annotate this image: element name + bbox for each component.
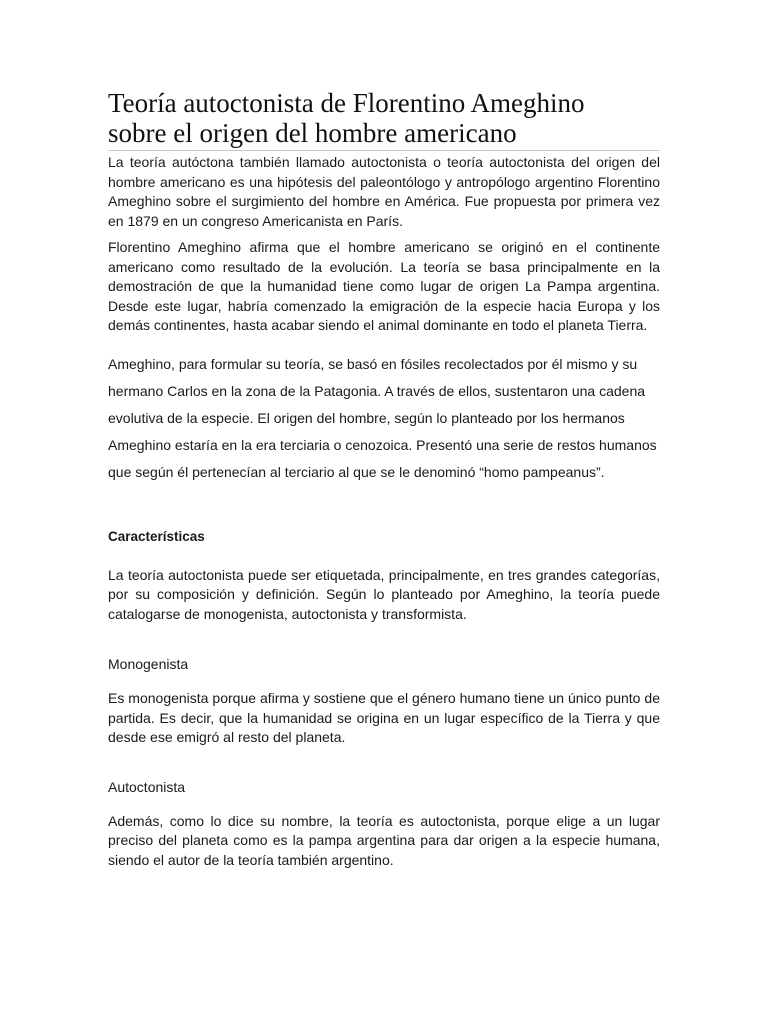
paragraph-afirmacion: Florentino Ameghino afirma que el hombre americano se originó en el continente americano como resultado de la evolución. La teoría se basa principalmente en la demostración de que la humanidad tiene como lugar de origen La Pampa argentina. Desde este lugar, habría comenzado la emigración de la especie hacia Europa y los demás continentes, hasta acabar siendo el animal dominante en todo el planeta Tierra. (108, 239, 660, 333)
document-body (108, 153, 660, 870)
document-title-line-1: Teoría autoctonista de Florentino Ameghino (108, 88, 585, 118)
section-heading-caracteristicas: Características (108, 528, 205, 544)
document-title-line-2: sobre el origen del hombre americano (108, 118, 517, 148)
paragraph-autoctonista: Además, como lo dice su nombre, la teoría es autoctonista, porque elige a un lugar preciso del planeta como es la pampa argentina para dar origen a la especie humana, siendo el autor de la teoría también argentino. (108, 812, 660, 868)
paragraph-caracteristicas: La teoría autoctonista puede ser etiquetada, principalmente, en tres grandes categorías, por su composición y definición. Según lo planteado por Ameghino, la teoría puede catalogarse de monogenista, autoctonista y transformista. (108, 566, 660, 622)
document-page (108, 88, 660, 870)
section-heading-autoctonista: Autoctonista (108, 778, 186, 795)
paragraph-fosiles: Ameghino, para formular su teoría, se basó en fósiles recolectados por él mismo y su hermano Carlos en la zona de la Patagonia. A través de ellos, sustentaron una cadena evolutiva de la especie. El origen del hombre, según lo planteado por los hermanos Ameghino estaría en la era terciaria o cenozoica. Presentó una serie de restos humanos que según él pertenecían al terciario al que se le denominó “homo pampeanus”. (108, 355, 657, 480)
paragraph-introduccion: La teoría autóctona también llamado autoctonista o teoría autoctonista del origen del hombre americano es una hipótesis del paleontólogo y antropólogo argentino Florentino Ameghino sobre el surgimiento del hombre en América. Fue propuesta por primera vez en 1879 en un congreso Americanista en París. (108, 154, 660, 229)
paragraph-monogenista: Es monogenista porque afirma y sostiene que el género humano tiene un único punto de partida. Es decir, que la humanidad se origina en un lugar específico de la Tierra y que desde ese emigró al resto del planeta. (108, 690, 660, 745)
section-heading-monogenista: Monogenista (108, 656, 189, 672)
document-title (108, 88, 660, 151)
